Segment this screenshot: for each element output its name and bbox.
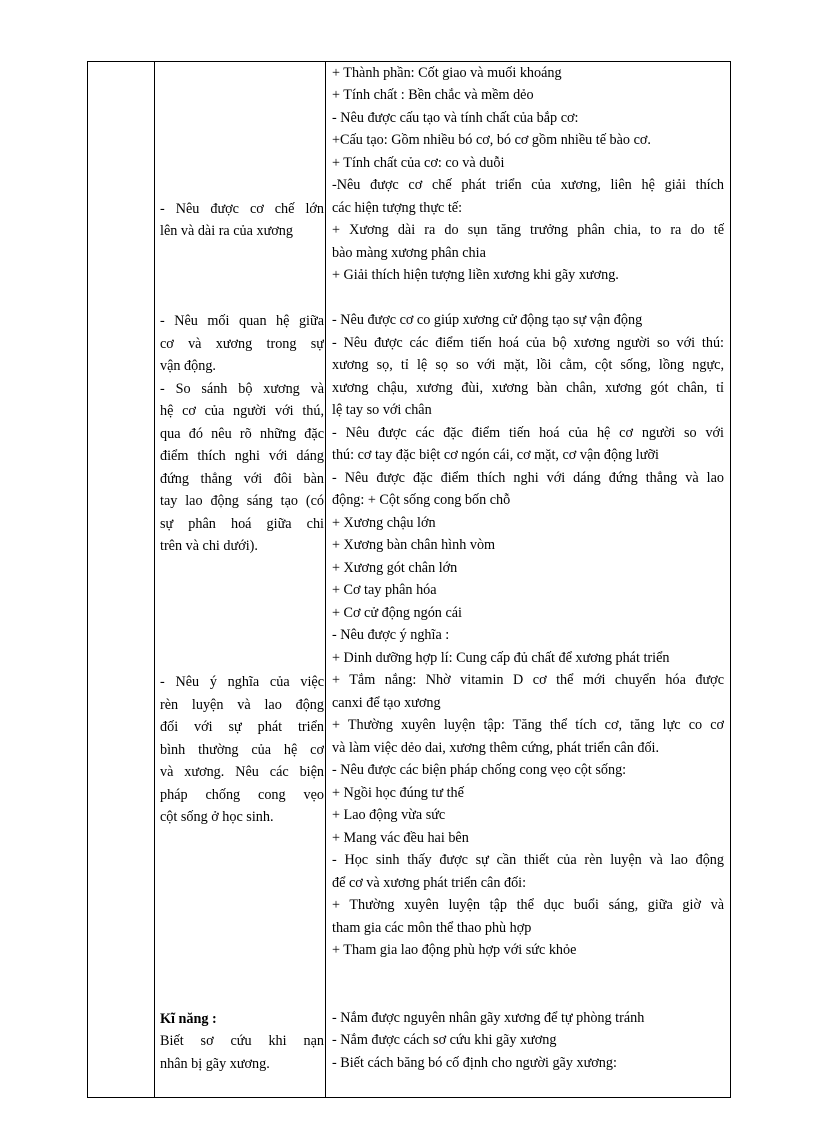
content-line: +Cấu tạo: Gồm nhiều bó cơ, bó cơ gồm nhiều tế bào cơ.: [332, 132, 651, 148]
content-line: - Nêu được ý nghĩa :: [332, 627, 450, 643]
content-line: động: + Cột sống cong bốn chỗ: [332, 492, 511, 508]
content-line: - Biết cách băng bó cố định cho người gãy xương:: [332, 1055, 617, 1071]
objective-line: - Nêu ý nghĩa của việc: [160, 674, 324, 690]
objective-line: tay lao động sáng tạo (có: [160, 493, 324, 509]
content-line: + Xương bàn chân hình vòm: [332, 537, 496, 553]
column-divider-2: [325, 62, 326, 1097]
content-line: + Tắm nắng: Nhờ vitamin D cơ thể mới chuyển hóa được: [332, 672, 724, 688]
content-line: + Cơ tay phân hóa: [332, 582, 437, 598]
content-line: + Thường xuyên luyện tập thể dục buổi sáng, giữa giờ và: [332, 897, 724, 913]
objective-line: nhân bị gãy xương.: [160, 1056, 270, 1072]
content-line: thú: cơ tay đặc biệt cơ ngón cái, cơ mặt, cơ vận động lưỡi: [332, 447, 659, 463]
objectives-column: [160, 62, 324, 1097]
content-line: + Mang vác đều hai bên: [332, 830, 469, 846]
objective-line: lên và dài ra của xương: [160, 223, 293, 239]
content-line: để cơ và xương phát triển cân đối:: [332, 875, 527, 891]
content-line: + Xương gót chân lớn: [332, 560, 458, 576]
content-line: bào màng xương phân chia: [332, 245, 486, 261]
objective-line: trên và chi dưới).: [160, 538, 258, 554]
content-line: + Thành phần: Cốt giao và muối khoáng: [332, 65, 562, 81]
content-line: + Tính chất : Bền chắc và mềm dẻo: [332, 87, 534, 103]
column-divider-1: [154, 62, 155, 1097]
content-line: - Học sinh thấy được sự cần thiết của rèn luyện và lao động: [332, 852, 724, 868]
content-line: + Tính chất của cơ: co và duỗi: [332, 155, 505, 171]
content-line: các hiện tượng thực tế:: [332, 200, 463, 216]
content-line: + Xương chậu lớn: [332, 515, 436, 531]
content-line: - Nêu được cơ co giúp xương cử động tạo sự vận động: [332, 312, 643, 328]
objective-line: cột sống ở học sinh.: [160, 809, 274, 825]
skills-heading: Kĩ năng :: [160, 1011, 217, 1027]
content-line: - Nắm được nguyên nhân gãy xương để tự phòng tránh: [332, 1010, 645, 1026]
content-line: - Nêu được cấu tạo và tính chất của bắp cơ:: [332, 110, 579, 126]
objective-line: và xương. Nêu các biện: [160, 764, 324, 780]
content-line: lệ tay so với chân: [332, 402, 432, 418]
content-line: -Nêu được cơ chế phát triển của xương, liên hệ giải thích: [332, 177, 724, 193]
objective-line: sự phân hoá giữa chi: [160, 516, 324, 532]
content-line: + Tham gia lao động phù hợp với sức khỏe: [332, 942, 577, 958]
objective-line: hệ cơ của người với thú,: [160, 403, 324, 419]
objective-line: bình thường của hệ cơ: [160, 742, 324, 758]
objective-line: Biết sơ cứu khi nạn: [160, 1033, 324, 1049]
content-line: - Nêu được đặc điểm thích nghi với dáng đứng thẳng và lao: [332, 470, 724, 486]
objective-line: vận động.: [160, 358, 216, 374]
objective-line: rèn luyện và lao động: [160, 697, 324, 713]
content-line: + Giải thích hiện tượng liền xương khi gãy xương.: [332, 267, 619, 283]
objective-line: điểm thích nghi với dáng: [160, 448, 324, 464]
objective-line: - So sánh bộ xương và: [160, 381, 324, 397]
content-line: canxi để tạo xương: [332, 695, 441, 711]
objective-line: cơ và xương trong sự: [160, 336, 324, 352]
content-column: [332, 62, 724, 1097]
objective-line: đứng thẳng với đôi bàn: [160, 471, 324, 487]
content-line: + Dinh dưỡng hợp lí: Cung cấp đủ chất để xương phát triển: [332, 650, 670, 666]
content-line: + Thường xuyên luyện tập: Tăng thể tích cơ, tăng lực co cơ: [332, 717, 724, 733]
content-line: + Xương dài ra do sụn tăng trưởng phân chia, to ra do tế: [332, 222, 724, 238]
content-line: - Nắm được cách sơ cứu khi gãy xương: [332, 1032, 557, 1048]
content-line: - Nêu được các biện pháp chống cong vẹo cột sống:: [332, 762, 627, 778]
content-line: + Lao động vừa sức: [332, 807, 446, 823]
content-table: [87, 61, 731, 1098]
content-line: - Nêu được các điểm tiến hoá của bộ xương người so với thú:: [332, 335, 724, 351]
content-line: + Ngồi học đúng tư thế: [332, 785, 464, 801]
content-line: tham gia các môn thể thao phù hợp: [332, 920, 532, 936]
objective-line: - Nêu được cơ chế lớn: [160, 201, 324, 217]
objective-line: qua đó nêu rõ những đặc: [160, 426, 324, 442]
content-line: xương sọ, tỉ lệ sọ so với mặt, lồi cằm, cột sống, lồng ngực,: [332, 357, 724, 373]
content-line: - Nêu được các đặc điểm tiến hoá của hệ cơ người so với: [332, 425, 724, 441]
objective-line: - Nêu mối quan hệ giữa: [160, 313, 324, 329]
content-line: xương chậu, xương đùi, xương bàn chân, xương gót chân, tỉ: [332, 380, 724, 396]
content-line: và làm việc dẻo dai, xương thêm cứng, phát triển cân đối.: [332, 740, 660, 756]
objective-line: đối với sự phát triển: [160, 719, 324, 735]
objective-line: pháp chống cong vẹo: [160, 787, 324, 803]
content-line: + Cơ cử động ngón cái: [332, 605, 462, 621]
